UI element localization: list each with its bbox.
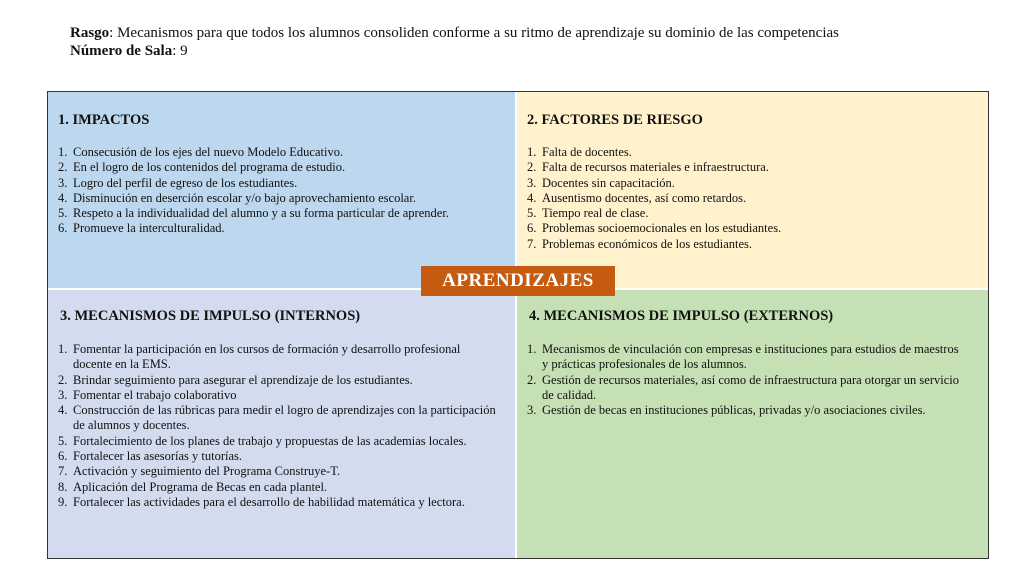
list-item-number: 3. xyxy=(527,403,537,418)
list-item xyxy=(58,373,498,388)
list-item-number: 5. xyxy=(58,206,68,221)
list-item-text: Promueve la interculturalidad. xyxy=(73,221,225,236)
sala-value: : 9 xyxy=(172,43,188,59)
list-item-text: Docentes sin capacitación. xyxy=(542,175,675,190)
list-item xyxy=(527,191,977,206)
rasgo-line xyxy=(70,24,970,42)
sala-label: Número de Sala xyxy=(70,43,173,59)
list-item-number: 4. xyxy=(58,190,68,205)
list-item-number: 4. xyxy=(58,403,68,418)
quadrant-impulso-internos xyxy=(48,290,517,558)
list-item-number: 5. xyxy=(58,433,68,448)
quadrant-impulso-externos xyxy=(517,290,988,558)
quadrant-title: 3. MECANISMOS DE IMPULSO (INTERNOS) xyxy=(60,308,361,324)
list-item-number: 2. xyxy=(58,160,68,175)
list-item xyxy=(58,434,498,449)
list-item-text: Construcción de las rúbricas para medir el logro de aprendizajes con la participación de alumnos y docentes. xyxy=(73,403,496,433)
list-item-number: 2. xyxy=(527,160,537,175)
list-item-number: 1. xyxy=(527,342,537,356)
list-item xyxy=(527,145,977,160)
list-item-number: 7. xyxy=(527,236,537,251)
list-item-number: 2. xyxy=(527,372,537,387)
list-item-text: Respeto a la individualidad del alumno y a su forma particular de aprender. xyxy=(73,206,449,221)
list-item-text: Ausentismo docentes, así como retardos. xyxy=(542,190,747,205)
quadrant-list xyxy=(527,145,977,252)
quadrant-title: 2. FACTORES DE RIESGO xyxy=(527,112,703,128)
list-item xyxy=(58,221,508,236)
list-item-number: 2. xyxy=(58,372,68,387)
quadrant-factores-riesgo xyxy=(517,92,988,290)
list-item xyxy=(58,495,498,510)
list-item xyxy=(527,160,977,175)
list-item-text: Fortalecer las actividades para el desarrollo de habilidad matemática y lectora. xyxy=(73,494,465,509)
slide-header xyxy=(70,24,970,60)
list-item-number: 7. xyxy=(58,464,68,479)
list-item-number: 8. xyxy=(58,479,68,494)
list-item-text: Gestión de recursos materiales, así como de infraestructura para otorgar un servicio de calidad. xyxy=(542,372,959,402)
quadrant-impactos xyxy=(48,92,517,290)
list-item-number: 3. xyxy=(58,387,68,402)
list-item xyxy=(58,464,498,479)
list-item xyxy=(58,403,498,434)
list-item-number: 9. xyxy=(58,494,68,509)
list-item xyxy=(58,176,508,191)
list-item xyxy=(58,145,508,160)
list-item-number: 4. xyxy=(527,190,537,205)
quadrant-title: 1. IMPACTOS xyxy=(58,112,150,128)
list-item-text: Brindar seguimiento para asegurar el aprendizaje de los estudiantes. xyxy=(73,372,413,387)
list-item-text: Fortalecer las asesorías y tutorías. xyxy=(73,449,243,464)
list-item-number: 3. xyxy=(527,175,537,190)
list-item-text: Problemas socioemocionales en los estudiantes. xyxy=(542,221,782,236)
list-item-text: Problemas económicos de los estudiantes. xyxy=(542,236,753,251)
list-item-number: 6. xyxy=(58,449,68,464)
list-item xyxy=(527,342,967,373)
list-item xyxy=(527,206,977,221)
list-item-number: 1. xyxy=(58,145,68,159)
list-item-text: Fomentar la participación en los cursos de formación y desarrollo profesional docente en la EMS. xyxy=(73,342,461,372)
quadrant-title: 4. MECANISMOS DE IMPULSO (EXTERNOS) xyxy=(529,308,834,324)
list-item xyxy=(527,176,977,191)
quadrant-grid xyxy=(47,91,989,559)
quadrant-list xyxy=(527,342,967,418)
rasgo-label: Rasgo xyxy=(70,25,110,41)
list-item-text: Tiempo real de clase. xyxy=(542,206,649,221)
list-item xyxy=(58,388,498,403)
list-item xyxy=(58,449,498,464)
list-item xyxy=(58,160,508,175)
list-item xyxy=(58,480,498,495)
list-item-number: 5. xyxy=(527,206,537,221)
list-item-number: 1. xyxy=(527,145,537,159)
list-item-text: Consecusión de los ejes del nuevo Modelo Educativo. xyxy=(73,145,344,159)
list-item-number: 1. xyxy=(58,342,68,356)
sala-line xyxy=(70,42,970,60)
list-item-text: En el logro de los contenidos del programa de estudio. xyxy=(73,160,346,175)
list-item xyxy=(58,191,508,206)
list-item-text: Mecanismos de vinculación con empresas e instituciones para estudios de maestros y prácticas profesionales de los alumnos. xyxy=(542,342,959,372)
list-item-text: Disminución en deserción escolar y/o bajo aprovechamiento escolar. xyxy=(73,190,416,205)
list-item-number: 6. xyxy=(527,221,537,236)
rasgo-text: : Mecanismos para que todos los alumnos consoliden conforme a su ritmo de aprendizaje su dominio de las competencias xyxy=(109,25,839,41)
list-item xyxy=(527,221,977,236)
list-item-text: Falta de docentes. xyxy=(542,145,632,159)
list-item-text: Logro del perfil de egreso de los estudiantes. xyxy=(73,175,298,190)
list-item-text: Falta de recursos materiales e infraestructura. xyxy=(542,160,769,175)
list-item xyxy=(527,373,967,404)
list-item-text: Gestión de becas en instituciones públicas, privadas y/o asociaciones civiles. xyxy=(542,403,926,418)
list-item-text: Aplicación del Programa de Becas en cada plantel. xyxy=(73,479,328,494)
list-item-text: Fortalecimiento de los planes de trabajo y propuestas de las academias locales. xyxy=(73,433,467,448)
list-item xyxy=(58,342,498,373)
list-item xyxy=(58,206,508,221)
quadrant-list xyxy=(58,145,508,237)
center-badge-aprendizajes: APRENDIZAJES xyxy=(421,266,615,296)
list-item-text: Activación y seguimiento del Programa Construye-T. xyxy=(73,464,341,479)
list-item-text: Fomentar el trabajo colaborativo xyxy=(73,387,237,402)
list-item xyxy=(527,403,967,418)
list-item xyxy=(527,237,977,252)
list-item-number: 3. xyxy=(58,175,68,190)
quadrant-list xyxy=(58,342,498,510)
list-item-number: 6. xyxy=(58,221,68,236)
